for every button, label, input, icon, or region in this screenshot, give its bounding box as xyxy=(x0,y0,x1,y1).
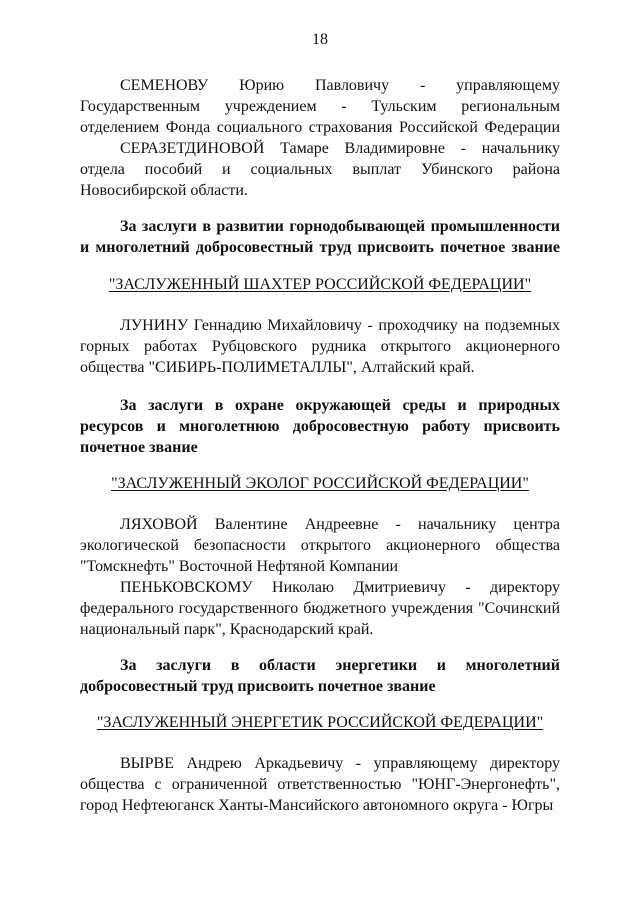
text-line: ВЫРВЕ Андрею Аркадьевичу - управляющему директору xyxy=(120,755,560,772)
text-line: экологической безопасности открытого акционерного общества xyxy=(80,537,560,554)
text-line: Государственным учреждением - Тульским региональным xyxy=(80,98,560,115)
text-line: Новосибирской области. xyxy=(80,182,248,199)
page-number: 18 xyxy=(312,31,328,48)
text-line: отдела пособий и социальных выплат Убинского района xyxy=(80,161,560,178)
award-paragraph-penkovsky xyxy=(80,577,560,640)
award-paragraph-serazetdinova xyxy=(80,138,560,201)
honorary-title-ecologist: "ЗАСЛУЖЕННЫЙ ЭКОЛОГ РОССИЙСКОЙ ФЕДЕРАЦИИ" xyxy=(111,475,529,492)
text-line: почетное звание xyxy=(80,439,198,456)
award-heading-mining xyxy=(80,216,560,258)
text-line: "Томскнефть" Восточной Нефтяной Компании xyxy=(80,558,399,575)
text-line: общества "СИБИРЬ-ПОЛИМЕТАЛЛЫ", Алтайский край. xyxy=(80,359,475,376)
text-line: отделением Фонда социального страхования Российской Федерации xyxy=(80,119,560,136)
text-line: СЕМЕНОВУ Юрию Павловичу - управляющему xyxy=(120,77,560,94)
text-line: национальный парк", Краснодарский край. xyxy=(80,621,374,638)
honorary-title-energy: "ЗАСЛУЖЕННЫЙ ЭНЕРГЕТИК РОССИЙСКОЙ ФЕДЕРАЦИИ" xyxy=(96,714,544,731)
text-line: ресурсов и многолетнюю добросовестную работу присвоить xyxy=(80,418,560,435)
award-paragraph-vyrve xyxy=(80,753,560,816)
text-line: ЛЯХОВОЙ Валентине Андреевне - начальнику центра xyxy=(120,516,560,533)
award-heading-energy xyxy=(80,655,560,697)
award-heading-ecology xyxy=(80,395,560,458)
text-line: и многолетний добросовестный труд присвоить почетное звание xyxy=(80,239,560,256)
honorary-title-miner: "ЗАСЛУЖЕННЫЙ ШАХТЕР РОССИЙСКОЙ ФЕДЕРАЦИИ" xyxy=(108,276,532,293)
text-line: общества с ограниченной ответственностью "ЮНГ-Энергонефть", xyxy=(80,776,560,793)
text-line: добросовестный труд присвоить почетное звание xyxy=(80,678,436,695)
text-line: федерального государственного бюджетного учреждения "Сочинский xyxy=(80,600,560,617)
award-paragraph-lyakhova xyxy=(80,514,560,577)
text-line: город Нефтеюганск Ханты-Мансийского автономного округа - Югры xyxy=(80,797,554,814)
award-paragraph-lunin xyxy=(80,315,560,378)
text-line: За заслуги в развитии горнодобывающей промышленности xyxy=(120,218,560,235)
text-line: СЕРАЗЕТДИНОВОЙ Тамаре Владимировне - начальнику xyxy=(120,140,560,157)
text-line: ЛУНИНУ Геннадию Михайловичу - проходчику на подземных xyxy=(120,317,560,334)
text-line: ПЕНЬКОВСКОМУ Николаю Дмитриевичу - директору xyxy=(120,579,560,596)
text-line: горных работах Рубцовского рудника открытого акционерного xyxy=(80,338,560,355)
text-line: За заслуги в охране окружающей среды и природных xyxy=(120,397,560,414)
award-paragraph-semenov xyxy=(80,75,560,138)
text-line: За заслуги в области энергетики и многолетний xyxy=(120,657,560,674)
